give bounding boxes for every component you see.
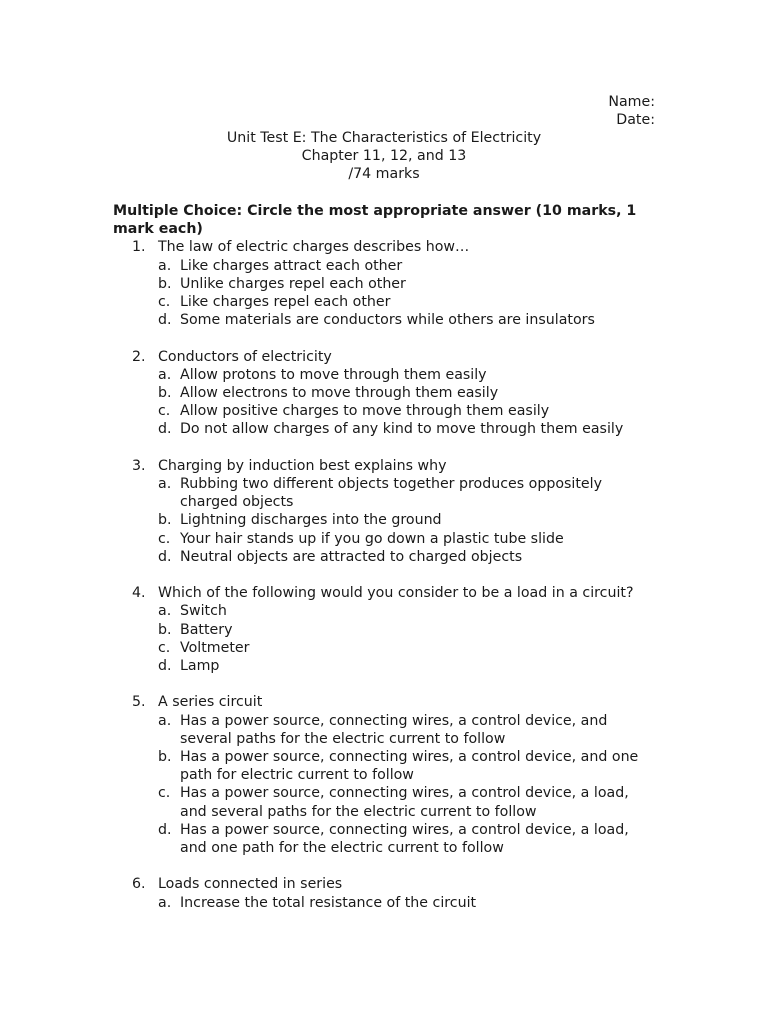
question-text: Conductors of electricity (158, 348, 332, 365)
option-list (158, 602, 658, 675)
option[interactable] (158, 475, 658, 511)
option-letter: c. (158, 639, 171, 656)
option-letter: d. (158, 421, 172, 438)
option-letter: b. (158, 749, 172, 766)
option-letter: a. (158, 257, 172, 274)
question-list (113, 238, 658, 911)
option-list (158, 475, 658, 566)
option-text: Voltmeter (180, 639, 250, 656)
option-text: Lamp (180, 658, 220, 675)
option-list (158, 712, 658, 858)
option-text: Like charges repel each other (180, 294, 391, 311)
option[interactable] (158, 311, 658, 329)
question-text: A series circuit (158, 694, 263, 711)
option[interactable] (158, 420, 658, 438)
option-text: Battery (180, 621, 233, 638)
option-letter: a. (158, 476, 172, 493)
section-heading: Multiple Choice: Circle the most appropriate answer (10 marks, 1 mark each) (113, 203, 637, 238)
test-marks: /74 marks (348, 166, 420, 183)
option-text: Like charges attract each other (180, 257, 403, 274)
option[interactable] (158, 621, 658, 639)
question-number: 4. (132, 585, 146, 602)
option-list (158, 894, 658, 912)
option[interactable] (158, 894, 658, 912)
question-number: 2. (132, 348, 146, 365)
option-text: Allow positive charges to move through them easily (180, 403, 550, 420)
option-text: Unlike charges repel each other (180, 275, 406, 292)
option-text: Allow electrons to move through them easily (180, 385, 499, 402)
option-list (158, 257, 658, 330)
option[interactable] (158, 784, 658, 820)
option-letter: d. (158, 312, 172, 329)
option[interactable] (158, 384, 658, 402)
option[interactable] (158, 511, 658, 529)
question (113, 584, 658, 675)
option-letter: b. (158, 275, 172, 292)
question-text: Loads connected in series (158, 876, 343, 893)
option[interactable] (158, 293, 658, 311)
student-info (608, 93, 655, 129)
question-number: 5. (132, 694, 146, 711)
option[interactable] (158, 402, 658, 420)
test-chapters: Chapter 11, 12, and 13 (301, 148, 467, 165)
option-letter: c. (158, 785, 171, 802)
option-letter: c. (158, 403, 171, 420)
name-label: Name: (608, 94, 655, 110)
option-letter: b. (158, 385, 172, 402)
option[interactable] (158, 748, 658, 784)
date-label: Date: (616, 112, 655, 129)
option[interactable] (158, 639, 658, 657)
option-letter: a. (158, 603, 172, 620)
option-letter: d. (158, 658, 172, 675)
option[interactable] (158, 712, 658, 748)
option[interactable] (158, 257, 658, 275)
option-list (158, 366, 658, 439)
option[interactable] (158, 602, 658, 620)
test-title-block (0, 129, 768, 184)
option-letter: c. (158, 294, 171, 311)
option-letter: d. (158, 548, 172, 565)
option-letter: b. (158, 621, 172, 638)
option[interactable] (158, 275, 658, 293)
option-text: Increase the total resistance of the circuit (180, 894, 477, 911)
question (113, 693, 658, 857)
option-text: Has a power source, connecting wires, a control device, a load, and several paths for the electric current to follow (180, 785, 629, 820)
question-number: 3. (132, 457, 146, 474)
question-text: The law of electric charges describes how… (158, 239, 470, 256)
question-text: Which of the following would you consider to be a load in a circuit? (158, 585, 634, 602)
option-text: Lightning discharges into the ground (180, 512, 442, 529)
option-letter: a. (158, 712, 172, 729)
option-text: Has a power source, connecting wires, a control device, and several paths for the electric current to follow (180, 712, 608, 747)
option[interactable] (158, 548, 658, 566)
option-letter: a. (158, 366, 172, 383)
test-content (113, 202, 658, 930)
option-text: Has a power source, connecting wires, a control device, and one path for electric current to follow (180, 749, 639, 784)
option-text: Rubbing two different objects together produces oppositely charged objects (180, 476, 602, 511)
option-text: Your hair stands up if you go down a plastic tube slide (180, 530, 564, 547)
question-number: 1. (132, 239, 146, 256)
question (113, 238, 658, 329)
option[interactable] (158, 657, 658, 675)
question (113, 348, 658, 439)
option[interactable] (158, 366, 658, 384)
option-text: Switch (180, 603, 227, 620)
option-letter: b. (158, 512, 172, 529)
option-text: Do not allow charges of any kind to move through them easily (180, 421, 624, 438)
option[interactable] (158, 530, 658, 548)
option[interactable] (158, 821, 658, 857)
option-text: Neutral objects are attracted to charged objects (180, 548, 523, 565)
option-text: Some materials are conductors while others are insulators (180, 312, 595, 329)
test-title: Unit Test E: The Characteristics of Electricity (226, 130, 542, 146)
question-text: Charging by induction best explains why (158, 457, 447, 474)
question (113, 875, 658, 911)
option-letter: a. (158, 894, 172, 911)
option-letter: d. (158, 821, 172, 838)
option-letter: c. (158, 530, 171, 547)
question-number: 6. (132, 876, 146, 893)
question (113, 457, 658, 566)
option-text: Has a power source, connecting wires, a control device, a load, and one path for the electric current to follow (180, 821, 629, 857)
option-text: Allow protons to move through them easily (180, 366, 487, 383)
